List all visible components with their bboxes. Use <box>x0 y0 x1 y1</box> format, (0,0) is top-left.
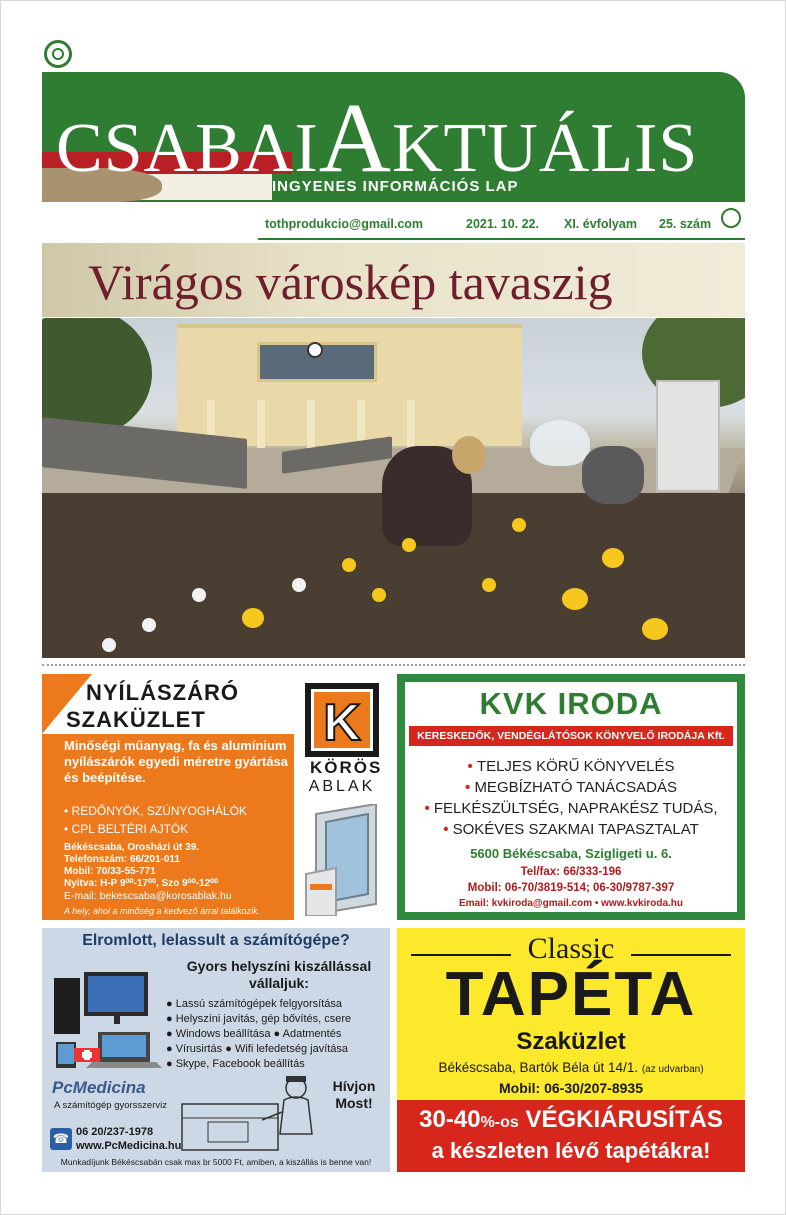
ad-computer-item-text: Vírusirtás <box>175 1043 223 1055</box>
photo-info-panel <box>656 380 720 492</box>
photo-flower <box>562 588 588 610</box>
ad-windows-email[interactable]: E-mail: bekescsaba@korosablak.hu <box>64 890 232 902</box>
masthead-rule <box>258 238 745 240</box>
ad-windows-motto: A hely, ahol a minőség a kedvező árral találkozik. <box>64 906 261 916</box>
logo-letter: K <box>323 694 361 752</box>
ad-computer-item: ● Lassú számítógépek felgyorsítása <box>166 998 343 1010</box>
photo-flower <box>512 518 526 532</box>
ad-windows-mobile: Mobil: 70/33-55-771 <box>64 866 156 877</box>
photo-flower <box>142 618 156 632</box>
ad-computer-phone: 06 20/237-1978 <box>76 1126 154 1138</box>
ad-windows[interactable] <box>42 674 390 920</box>
photo-flower <box>342 558 356 572</box>
sale-pct: %-os <box>480 1114 519 1131</box>
cover-photo <box>42 318 745 658</box>
photo-flower <box>102 638 116 652</box>
masthead-email[interactable]: tothprodukcio@gmail.com <box>265 217 424 231</box>
ad-accounting-title: KVK IRODA <box>479 686 663 721</box>
ad-windows-brand-1: KÖRÖS <box>310 758 383 777</box>
ad-wallpaper[interactable] <box>397 928 745 1172</box>
swirl-ornament-inner <box>52 48 64 60</box>
ad-windows-description: Minőségi műanyag, fa és alumínium nyílászárók egyedi méretre gyártása és beépítése. <box>64 738 289 785</box>
photo-flower <box>482 578 496 592</box>
ad-wallpaper-address: Békéscsaba, Bartók Béla út 14/1. <box>438 1060 639 1075</box>
ad-wallpaper-sale-banner <box>397 1100 745 1172</box>
photo-column <box>257 400 265 448</box>
ad-computer-item: ● Windows beállítása ● Adatmentés <box>166 1028 342 1040</box>
ad-computer-footer: Munkadíjunk Békéscsabán csak max br 5000 Ft, amiben, a kiszállás is benne van! <box>60 1157 372 1167</box>
ad-windows-address: Békéscsaba, Orosházi út 39. <box>64 842 200 853</box>
photo-flower <box>372 588 386 602</box>
ad-windows-title-1: NYÍLÁSZÁRÓ <box>86 680 239 705</box>
phone-icon: ☎ <box>50 1128 72 1150</box>
bullet-icon: • <box>467 758 477 775</box>
photo-gardener-head <box>452 436 486 474</box>
title-part1: CSABAI <box>56 110 319 187</box>
headline: Virágos városkép tavaszig <box>88 254 613 310</box>
ad-computer-brand: PcMedicina <box>52 1078 146 1097</box>
computer-devices-icon <box>48 968 166 1072</box>
ad-computer-item: ● Skype, Facebook beállítás <box>166 1058 305 1070</box>
koros-ablak-logo-icon <box>304 682 380 758</box>
ad-computer-item: ● Vírusirtás ● Wifi lefedetség javítása <box>166 1043 349 1055</box>
sale-word: VÉGKIÁRUSÍTÁS <box>525 1106 723 1133</box>
ad-accounting-service-text: SOKÉVES SZAKMAI TAPASZTALAT <box>452 821 699 838</box>
photo-flower <box>292 578 306 592</box>
ad-computer-brand-sub: A számítógép gyorsszerviz <box>54 1100 167 1111</box>
ad-computer-cta: Hívjon Most! <box>332 1078 376 1111</box>
bullet-icon: • <box>443 821 453 838</box>
ad-computer-web[interactable]: www.PcMedicina.hu <box>76 1140 182 1152</box>
photo-clock <box>307 342 323 358</box>
ad-wallpaper-subtitle: Szaküzlet <box>516 1028 626 1055</box>
ad-wallpaper-sale-line1 <box>397 1106 745 1134</box>
ad-windows-bullet: • CPL BELTÉRI AJTÓK <box>64 822 189 836</box>
ad-accounting-inner <box>405 682 737 912</box>
photo-gardener-2 <box>582 446 644 504</box>
ad-computer-item-text: Lassú számítógépek felgyorsítása <box>175 998 343 1010</box>
ad-windows-title-2: SZAKÜZLET <box>66 707 206 732</box>
title-initial: A <box>318 82 392 193</box>
photo-building <box>177 324 522 446</box>
section-divider <box>42 664 745 666</box>
ad-computer-item-text: Skype, Facebook beállítás <box>175 1058 305 1070</box>
title-part2: KTUÁLIS <box>391 110 699 187</box>
ad-computer-lead: Gyors helyszíni kiszállással vállaljuk: <box>186 958 372 991</box>
ad-wallpaper-address-note: (az udvarban) <box>641 1064 704 1075</box>
technician-drawing-icon <box>172 1074 322 1154</box>
newspaper-subtitle: INGYENES INFORMÁCIÓS LAP <box>272 178 519 195</box>
ad-computer-item-text: Wifi lefedetség javítása <box>234 1043 349 1055</box>
ad-accounting-email-web[interactable]: Email: kvkiroda@gmail.com • www.kvkiroda.hu <box>458 898 684 909</box>
ad-windows-bullet: • REDŐNYÖK, SZÚNYOGHÁLÓK <box>64 804 247 818</box>
photo-flower <box>602 548 624 568</box>
ad-wallpaper-sale-line2: a készleten lévő tapétákra! <box>431 1138 711 1163</box>
photo-column <box>407 400 415 448</box>
ad-wallpaper-mobile: Mobil: 06-30/207-8935 <box>499 1080 643 1096</box>
ad-computer-question: Elromlott, lelassult a számítógépe? <box>82 932 350 949</box>
ad-windows-phone: Telefonszám: 66/201-011 <box>64 854 180 865</box>
newspaper-title <box>56 82 699 193</box>
photo-fountain <box>530 420 590 466</box>
issue-volume: XI. évfolyam <box>564 217 637 231</box>
ad-wallpaper-classic: Classic <box>527 932 615 965</box>
sale-number: 30-40 <box>419 1106 481 1133</box>
bullet-icon: • <box>465 779 475 796</box>
swirl-ornament-issue <box>721 208 741 228</box>
ad-accounting-mobile: Mobil: 06-70/3819-514; 06-30/9787-397 <box>467 882 675 894</box>
ad-accounting-service <box>405 800 737 817</box>
ad-windows-hours: Nyitva: H-P 9⁰⁰-17⁰⁰, Szo 9⁰⁰-12⁰⁰ <box>64 878 219 889</box>
ad-accounting-service-text: TELJES KÖRŰ KÖNYVELÉS <box>476 758 675 775</box>
photo-flower <box>642 618 668 640</box>
ad-computer-item: ● Helyszíni javítás, gép bővítés, csere <box>166 1013 352 1025</box>
ad-accounting-strip: KERESKEDŐK, VENDÉGLÁTÓSOK KÖNYVELŐ IRODÁJA Kft. <box>409 726 733 746</box>
window-profile-icon <box>296 804 388 916</box>
ad-wallpaper-address-line <box>397 1060 745 1075</box>
photo-flower <box>192 588 206 602</box>
ad-accounting-service <box>405 758 737 775</box>
ad-accounting-service <box>405 779 737 796</box>
ad-computer-item-text: Helyszíni javítás, gép bővítés, csere <box>175 1013 352 1025</box>
issue-number: 25. szám <box>659 217 712 231</box>
ad-computer-item-text: Windows beállítása <box>175 1028 271 1040</box>
ad-wallpaper-title: TAPÉTA <box>445 960 697 1029</box>
ad-computer-service[interactable] <box>42 928 390 1172</box>
photo-flower <box>242 608 264 628</box>
bullet-icon: • <box>424 800 434 817</box>
ad-accounting-service-text: FELKÉSZÜLTSÉG, NAPRAKÉSZ TUDÁS, <box>433 800 718 817</box>
ad-accounting-address: 5600 Békéscsaba, Szigligeti u. 6. <box>470 846 672 861</box>
ad-windows-brand-2: ABLAK <box>308 778 376 795</box>
issue-date: 2021. 10. 22. <box>466 217 539 231</box>
ad-accounting-service-text: MEGBÍZHATÓ TANÁCSADÁS <box>474 779 677 796</box>
ad-accounting-service <box>405 821 737 838</box>
photo-flower <box>402 538 416 552</box>
ad-computer-item-text: Adatmentés <box>282 1028 342 1040</box>
ad-accounting-telfax: Tel/fax: 66/333-196 <box>520 866 622 878</box>
photo-column <box>307 400 315 448</box>
ad-accounting[interactable] <box>397 674 745 920</box>
